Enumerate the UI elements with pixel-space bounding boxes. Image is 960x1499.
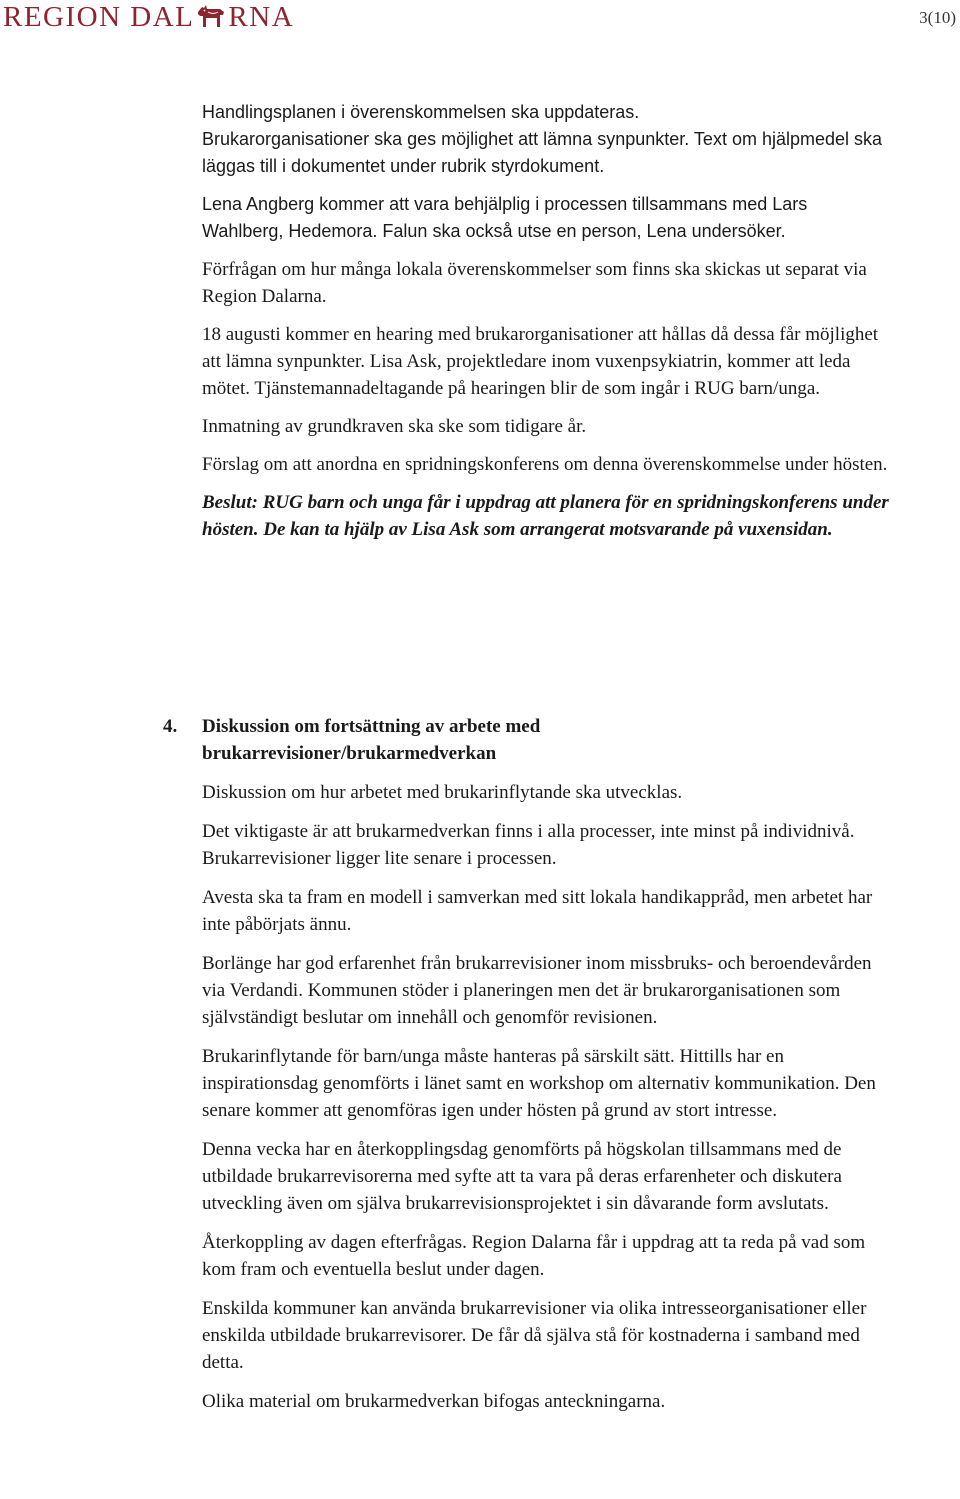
- dala-horse-icon: [195, 3, 227, 29]
- section-title: Diskussion om fortsättning av arbete med brukarrevisioner/brukarmedverkan: [202, 716, 541, 764]
- logo-text-left: REGION DAL: [3, 1, 195, 33]
- paragraph: Borlänge har god erfarenhet från brukarrevisioner inom missbruks- och beroendevården via Verdandi. Kommunen stöder i planeringen men det är brukarorganisationen som självständigt beslutar om innehåll och genomför revisionen.: [202, 953, 872, 1028]
- paragraph: Inmatning av grundkraven ska ske som tidigare år.: [202, 416, 587, 437]
- page-header: [0, 0, 960, 40]
- section-number: 4.: [163, 716, 178, 737]
- paragraph: Förfrågan om hur många lokala överenskommelser som finns ska skickas ut separat via Region Dalarna.: [202, 259, 867, 307]
- section-heading: [163, 713, 893, 767]
- paragraph: Det viktigaste är att brukarmedverkan finns i alla processer, inte minst på individnivå. Brukarrevisioner ligger lite senare i processen.: [202, 821, 855, 869]
- paragraph: Lena Angberg kommer att vara behjälplig i processen tillsammans med Lars Wahlberg, Hedemora. Falun ska också utse en person, Lena undersöker.: [202, 194, 808, 241]
- paragraph: Denna vecka har en återkopplingsdag genomförts på högskolan tillsammans med de utbildade brukarrevisorerna med syfte att ta vara på deras erfarenheter och diskutera utveckling även om själva brukarrevisionsprojektet i sin dåvarande form avslutats.: [202, 1139, 842, 1214]
- paragraph: Förslag om att anordna en spridningskonferens om denna överenskommelse under hösten.: [202, 454, 888, 475]
- paragraph: Handlingsplanen i överenskommelsen ska uppdateras.: [202, 102, 640, 122]
- decision-text: Beslut: RUG barn och unga får i uppdrag att planera för en spridningskonferens under hösten. De kan ta hjälp av Lisa Ask som arrangerat motsvarande på vuxensidan.: [202, 492, 889, 540]
- paragraph: 18 augusti kommer en hearing med brukarorganisationer att hållas då dessa får möjlighet att lämna synpunkter. Lisa Ask, projektledare inom vuxenpsykiatrin, kommer att leda mötet. Tjänstemannadeltagande på hearingen blir de som ingår i RUG barn/unga.: [202, 324, 879, 399]
- section-body: [202, 779, 892, 1415]
- paragraph: Avesta ska ta fram en modell i samverkan med sitt lokala handikappråd, men arbetet har inte påbörjats ännu.: [202, 887, 873, 935]
- region-dalarna-logo: [3, 3, 294, 32]
- paragraph: Återkoppling av dagen efterfrågas. Region Dalarna får i uppdrag att ta reda på vad som kom fram och eventuella beslut under dagen.: [202, 1232, 866, 1280]
- paragraph: Brukarinflytande för barn/unga måste hanteras på särskilt sätt. Hittills har en inspirationsdag genomförts i länet samt en workshop om alternativ kommunikation. Den senare kommer att genomföras igen under hösten på grund av stort intresse.: [202, 1046, 876, 1121]
- paragraph: Diskussion om hur arbetet med brukarinflytande ska utvecklas.: [202, 782, 683, 803]
- page-number: 3(10): [919, 8, 956, 27]
- paragraph: Olika material om brukarmedverkan bifogas anteckningarna.: [202, 1391, 666, 1412]
- paragraph: Enskilda kommuner kan använda brukarrevisioner via olika intresseorganisationer eller enskilda utbildade brukarrevisorer. De får då själva stå för kostnaderna i samband med detta.: [202, 1298, 867, 1373]
- logo-text-right: RNA: [228, 1, 295, 33]
- minutes-top-section: [202, 99, 892, 543]
- section-4: [163, 713, 893, 1427]
- paragraph: Brukarorganisationer ska ges möjlighet att lämna synpunkter. Text om hjälpmedel ska läggas till i dokumentet under rubrik styrdokument.: [202, 129, 883, 176]
